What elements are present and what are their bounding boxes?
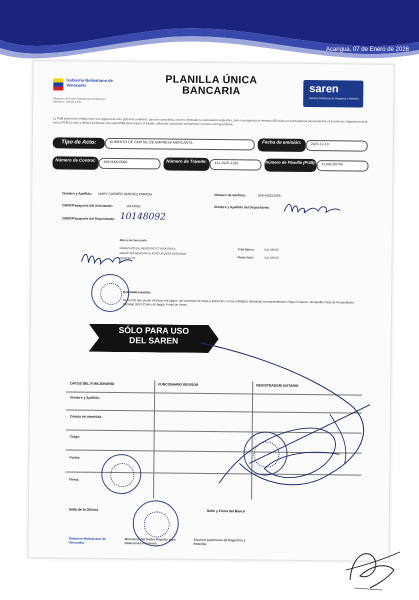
planilla-document <box>27 60 394 562</box>
monto-label: Monto total: <box>237 255 254 260</box>
cirif-depositante-handwritten: 10148092 <box>119 212 166 223</box>
footer-ministry: Ministerio del Poder Popular para Relaciones Interiores <box>124 537 176 546</box>
intro-text: La PUB deberá ser emitida tiene una vigencia de diez (10) días continuos, para ser cancelada, una vez efectuado la cancelación respectiva, tiene una vigencia de sesenta (60) días con prerrogativas para presentar el documento. Agradecemos la nota la PUB en todo y deberá archivarse una copia PUB para realizar el trámite, debiendo cancelarse nuevamente el monto correspondiente. <box>52 116 368 127</box>
row-firma-label: Firma: <box>69 477 80 482</box>
title-line-1: PLANILLA ÚNICA <box>165 73 258 87</box>
grid-header-datos: DATOS DEL FUNCIONARIO <box>70 381 115 386</box>
banner-line-1: SÓLO PARA USO <box>118 325 190 336</box>
row-cargo-label: Cargo: <box>69 434 81 439</box>
received-title: Estimado usuario, <box>123 290 151 295</box>
banner-line-2: DEL SAREN <box>129 335 179 346</box>
bank-line-1: DERECHOS DE REGISTRO O TASA ÚNICA <box>119 246 176 251</box>
monto-value: 841.288,00 <box>264 255 279 260</box>
control-label: Número de Control: <box>52 156 98 169</box>
tipo-acto-value: AUMENTO DE CAPITAL DE EMPRESA MERCANTIL <box>105 138 255 151</box>
grid-col-line-1 <box>153 380 155 498</box>
flag-icon <box>53 78 63 90</box>
title-line-2: BANCARIA <box>182 84 241 98</box>
total-banco-value: 841.288,00 <box>264 247 279 252</box>
footer-gov-logo: Gobierno Bolivariano de Venezuela <box>68 536 106 545</box>
tipo-acto-label: Tipo de Acto: <box>53 137 105 149</box>
gov-subtitle: Ministerio del Poder Popular para Relaciones Interiores, Justicia y Paz <box>53 97 106 105</box>
received-text: Recuerde que puede efectuar sus pagos, por concepto de tasas y aranceles, en las entidades bancarias correspondientes, Pago en Banco, Ventanilla Única de Recaudación, Consigo (B/V) (Cobro de pago), Punto de Venta <box>123 298 355 307</box>
gov-logo-text: Gobierno Bolivariano de Venezuela <box>66 77 113 88</box>
office-stamp-left <box>101 454 141 494</box>
tramite-label: Número de Trámite: <box>163 157 209 170</box>
cirif-depositante-label: CI/RIF/Pasaporte del Depositante: <box>61 216 115 221</box>
bank-title: Banco de Venezuela <box>119 238 147 243</box>
total-banco-label: Total Banco: <box>237 247 255 252</box>
left-signature <box>79 248 133 269</box>
document-title <box>151 74 271 97</box>
nombre-label: Nombre y Apellido: <box>62 191 93 196</box>
footer-saren: Servicio Autónomo de Registros y Notarías <box>193 537 246 546</box>
telefono-label: Número de teléfono: <box>214 193 247 198</box>
fecha-label: Fecha de emisión: <box>258 138 306 152</box>
control-value: 488-0000-0000 <box>98 158 160 170</box>
depositante-name-label: Nombre y Apellido del Depositante: <box>214 205 270 210</box>
header-date: Acarigua, 07 de Enero de 2026 <box>325 47 409 53</box>
bottom-right-signature <box>342 540 402 592</box>
cirif-solicitante-value: 10143092 <box>126 204 141 209</box>
row-fecha-label: Fecha: <box>69 455 81 460</box>
cirif-solicitante-label: CI/RIF/Pasaporte del Solicitante: <box>62 203 113 208</box>
telefono-value: (0414)5612855 <box>258 193 281 198</box>
fecha-value: 2025-12-10 <box>306 140 368 152</box>
sello-banco-label: Sello y Firma del Banco <box>206 508 246 514</box>
bank-line-3: CONCEPTO <box>119 256 136 261</box>
registrar-signature <box>179 333 381 505</box>
saren-name: saren <box>309 83 339 96</box>
saren-subtitle: Servicio Autónomo de Registros y Notarías <box>309 97 359 101</box>
grid-header-funcionario: FUNCIONARIO REVISOR <box>158 382 199 387</box>
row-cedula-label: Cédula de Identidad: <box>69 414 103 419</box>
registrar-stamp <box>243 431 287 475</box>
nombre-value: MARY CARMEN JIMENEZ PARADA <box>98 191 153 197</box>
saren-logo <box>303 80 363 108</box>
sello-oficina-label: Sello de la Oficina <box>68 507 99 512</box>
pub-value: 41100100758 <box>316 160 368 172</box>
depositante-signature <box>282 200 342 217</box>
row-nombre-label: Nombre y Apellido: <box>70 395 101 400</box>
bank-section <box>119 239 299 279</box>
tramite-value: 411.2025.4.581 <box>209 159 261 171</box>
gov-logo <box>53 75 113 96</box>
pub-label: Número de Planilla (PUB): <box>264 159 316 173</box>
bank-line-2: REGISTRO MERCANTIL PORTUGUESA SEGUNDO <box>119 251 187 256</box>
grid-header-registrador: REGISTRADOR/ NOTARIO <box>256 383 299 388</box>
